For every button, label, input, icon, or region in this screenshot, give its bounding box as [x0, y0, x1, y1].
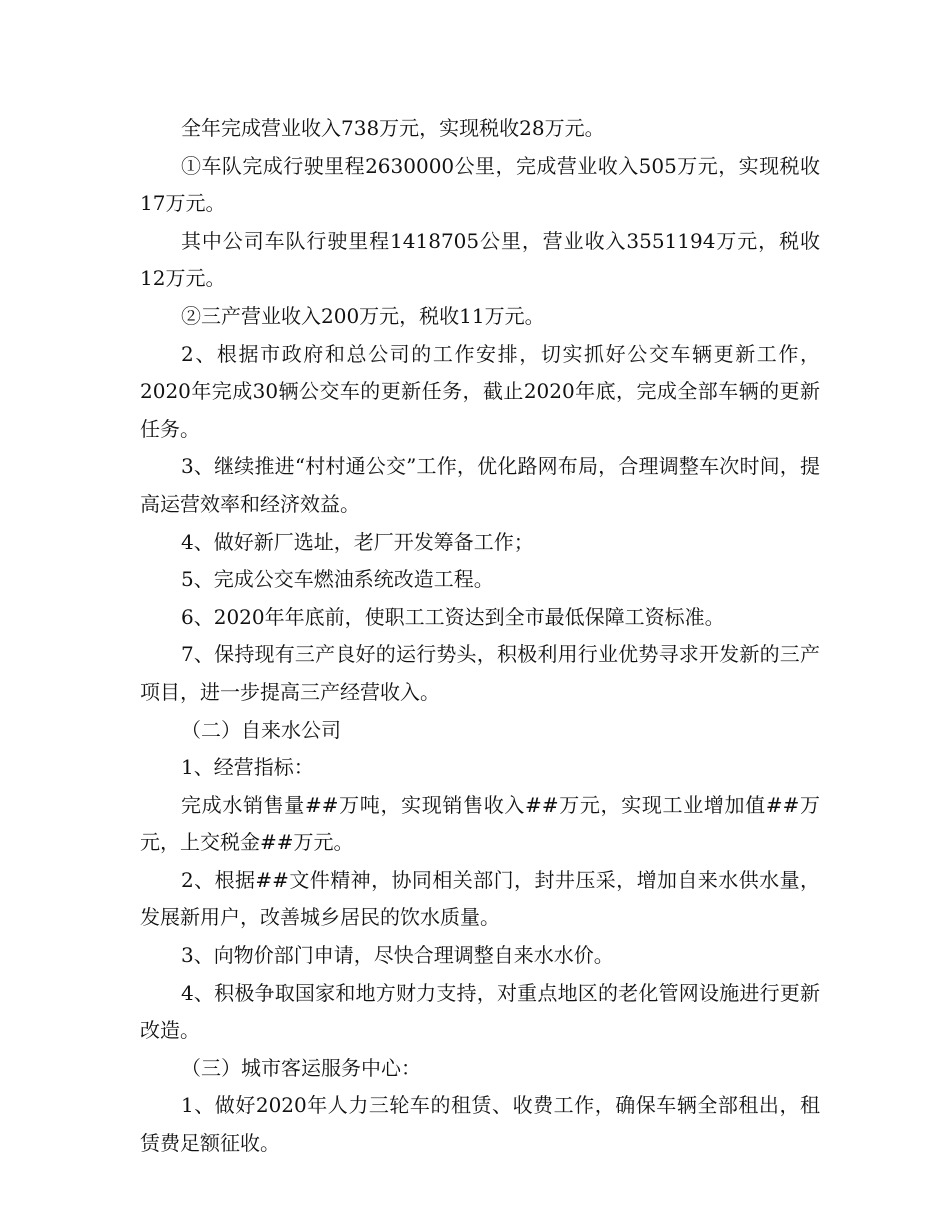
- paragraph-water-item-2: 2、根据##文件精神，协同相关部门，封井压采，增加自来水供水量，发展新用户，改善城乡居民的饮水质量。: [140, 867, 820, 930]
- paragraph-water-indicators: 完成水销售量##万吨，实现销售收入##万元，实现工业增加值##万元，上交税金##万元。: [140, 792, 820, 855]
- paragraph-tertiary-revenue: ②三产营业收入200万元，税收11万元。: [181, 303, 545, 328]
- paragraph-annual-revenue: 全年完成营业收入738万元，实现税收28万元。: [181, 116, 605, 140]
- section-heading-water-company: （二）自来水公司: [181, 717, 341, 742]
- document-page: [140, 110, 820, 1163]
- paragraph-company-fleet: 其中公司车队行驶里程1418705公里，营业收入3551194万元，税收12万元。: [140, 228, 820, 291]
- paragraph-item-2-vehicle-renewal: 2、根据市政府和总公司的工作安排，切实抓好公交车辆更新工作，2020年完成30辆公交车的更新任务，截止2020年底，完成全部车辆的更新任务。: [140, 341, 820, 441]
- paragraph-water-item-3: 3、向物价部门申请，尽快合理调整自来水水价。: [181, 943, 614, 968]
- paragraph-water-item-4: 4、积极争取国家和地方财力支持，对重点地区的老化管网设施进行更新改造。: [140, 980, 820, 1043]
- paragraph-item-3-village-bus: 3、继续推进“村村通公交”工作，优化路网布局，合理调整车次时间，提高运营效率和经济效益。: [140, 454, 820, 516]
- paragraph-item-6-wages: 6、2020年年底前，使职工工资达到全市最低保障工资标准。: [181, 604, 725, 629]
- paragraph-item-4-new-plant: 4、做好新厂选址，老厂开发筹备工作；: [181, 529, 534, 554]
- paragraph-item-5-fuel-system: 5、完成公交车燃油系统改造工程。: [181, 567, 494, 592]
- paragraph-fleet-mileage: ①车队完成行驶里程2630000公里，完成营业收入505万元，实现税收17万元。: [140, 153, 820, 216]
- paragraph-item-7-tertiary-projects: 7、保持现有三产良好的运行势头，积极利用行业优势寻求开发新的三产项目，进一步提高三产经营收入。: [140, 642, 820, 704]
- section-heading-passenger-center: （三）城市客运服务中心：: [181, 1055, 421, 1080]
- paragraph-water-indicators-label: 1、经营指标：: [181, 755, 314, 780]
- paragraph-passenger-item-1: 1、做好2020年人力三轮车的租赁、收费工作，确保车辆全部租出，租赁费足额征收。: [140, 1093, 820, 1156]
